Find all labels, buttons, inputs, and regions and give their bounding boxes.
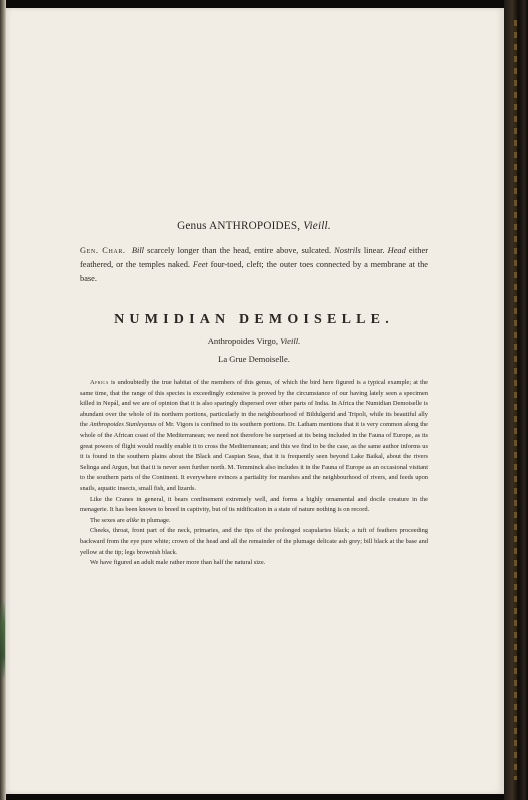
genus-name: ANTHROPOIDES, <box>209 220 301 232</box>
paragraph-3 <box>80 516 428 527</box>
left-edge-stain <box>0 600 5 680</box>
paragraph-1-part-b: of Mr. Vigors is confined to its southern portions. Dr. Latham mentions that it is very common along the whole of the African coast of the Mediterranean; we need not therefore be surprised at its being included in the Fauna of Europe, as its great powers of flight would readily enable it to cross the Mediterranean; and this we find to be the case, as the same author informs us it is found in the southern plains about the Black and Caspian Seas, that it is frequently seen beyond Lake Baikal, about the rivers Selinga and Argun, but that it is never seen further north. M. Temminck also includes it in the Fauna of Europe as an occasional visitant to the southern parts of the Continent. It everywhere evinces a partiality for marshes and the neighbourhood of rivers, and feeds upon snails, aquatic insects, small fish, and lizards. <box>80 421 429 492</box>
char-label: Gen. Char. <box>80 246 126 255</box>
scientific-name-text: Anthropoides Virgo, <box>207 336 281 346</box>
body-text <box>80 378 428 569</box>
genus-author: Vieill. <box>303 220 331 232</box>
page-content <box>80 220 428 569</box>
paragraph-4: Cheeks, throat, front part of the neck, primaries, and the tips of the prolonged scapularies black; a tuft of feathers proceeding backward from the eye pure white; crown of the head and all the remainder of the plumage delicate ash grey; bill black at the base and yellow at the tip; legs brownish black. <box>80 527 428 556</box>
nostrils-key: Nostrils <box>334 246 361 255</box>
paragraph-3-italic: alike <box>126 516 139 524</box>
bill-key: Bill <box>131 246 144 255</box>
scientific-name <box>80 336 428 346</box>
feet-text: four-toed, cleft; the outer toes connected by a membrane at the base. <box>80 260 428 283</box>
head-text: either feathered, or the temples naked. <box>80 246 429 269</box>
scientific-author: Vieill. <box>280 336 301 346</box>
head-key: Head <box>387 246 406 255</box>
paragraph-1-part-a: is undoubtedly the true habitat of the members of this genus, of which the bird here figured is a typical example; at the same time, that the range of this species is exceedingly extensive is proved by the circumstance of our having lately seen a specimen killed in Nepál, and we are of opinion that it is also sparingly dispersed over other parts of India. In Africa the Numidian Demoiselle is abundant over the whole of its northern portions, particularly in the neighbourhood of Bildulgerid and Tripoli, while its beautiful ally the <box>80 379 428 429</box>
feet-key: Feet <box>192 260 208 269</box>
french-name: La Grue Demoiselle. <box>218 354 290 364</box>
genus-heading <box>80 220 428 232</box>
paragraph-1-italic: Anthropoides Stanleyanus <box>89 421 157 429</box>
book-gutter <box>504 0 528 800</box>
paragraph-1 <box>80 378 428 495</box>
bill-text: scarcely longer than the head, entire above, sulcated. <box>143 246 335 255</box>
species-title: NUMIDIAN DEMOISELLE. <box>114 312 394 327</box>
nostrils-text: linear. <box>360 246 388 255</box>
generic-characters <box>80 244 428 286</box>
gilt-binding <box>514 20 517 780</box>
paragraph-3-part-a: The sexes are <box>90 516 127 524</box>
paragraph-1-lead: Africa <box>90 379 109 386</box>
genus-prefix: Genus <box>177 220 207 232</box>
paragraph-5: We have figured an adult male rather more than half the natural size. <box>90 559 266 567</box>
paragraph-2: Like the Cranes in general, it bears confinement extremely well, and forms a highly ornamental and docile creature in the menagerie. It has been known to breed in captivity, but of its nidification in a state of nature nothing is on record. <box>80 495 428 514</box>
paragraph-3-part-b: in plumage. <box>138 516 171 524</box>
